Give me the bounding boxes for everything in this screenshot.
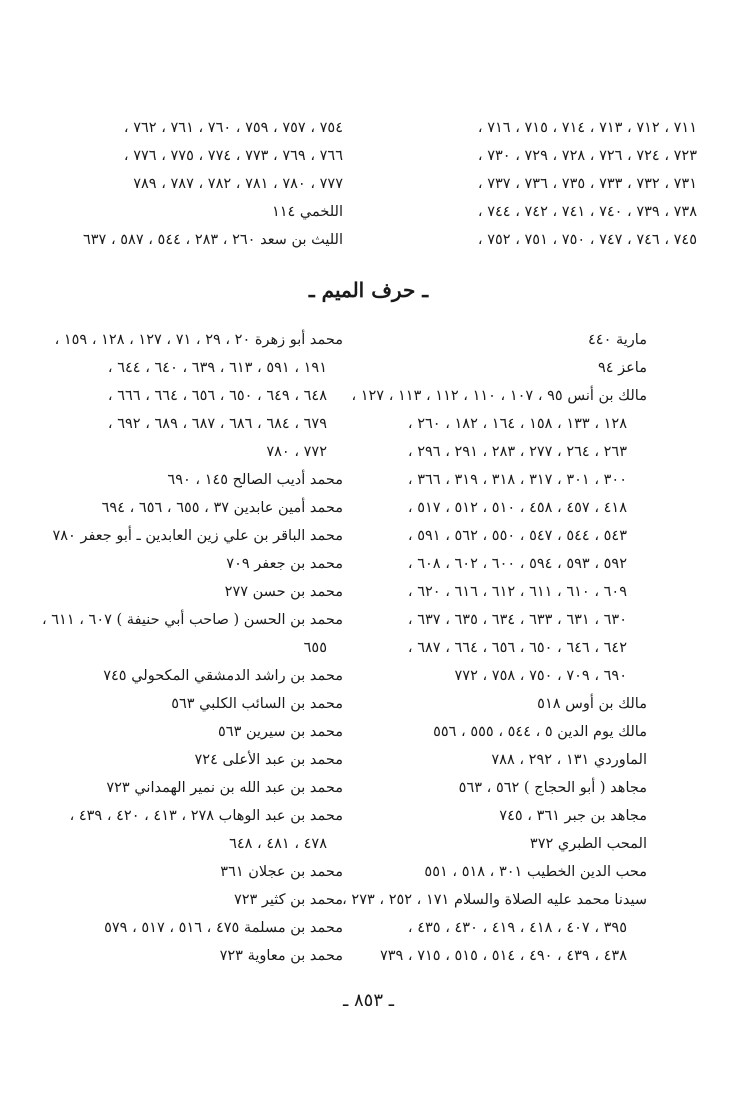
index-entry: مالك بن أوس ٥١٨ (537, 696, 647, 712)
index-entry: المحب الطبري ٣٧٢ (529, 836, 647, 852)
index-entry: محمد أمين عابدين ٣٧ ، ٦٥٥ ، ٦٥٦ ، ٦٩٤ (101, 500, 343, 516)
index-entry: مجاهد ( أبو الحجاج ) ٥٦٢ ، ٥٦٣ (458, 780, 647, 796)
index-line: ٧٣١ ، ٧٣٢ ، ٧٣٣ ، ٧٣٥ ، ٧٣٦ ، ٧٣٧ ، (477, 176, 697, 192)
index-line: ٧٥٤ ، ٧٥٧ ، ٧٥٩ ، ٧٦٠ ، ٧٦١ ، ٧٦٢ ، (123, 120, 343, 136)
index-line: ١٢٨ ، ١٣٣ ، ١٥٨ ، ١٦٤ ، ١٨٢ ، ٢٦٠ ، (407, 416, 627, 432)
index-entry: محمد بن الحسن ( صاحب أبي حنيفة ) ٦٠٧ ، ٦١١ ، (41, 612, 343, 628)
index-line: ٦٥٥ (303, 640, 327, 656)
index-entry: اللخمي ١١٤ (271, 204, 343, 220)
index-line: ٤٧٨ ، ٤٨١ ، ٦٤٨ (229, 836, 327, 852)
index-entry: مارية ٤٤٠ (588, 332, 647, 348)
index-entry: محمد بن مسلمة ٤٧٥ ، ٥١٦ ، ٥١٧ ، ٥٧٩ (104, 920, 343, 936)
index-line: ٦٤٨ ، ٦٤٩ ، ٦٥٠ ، ٦٥٦ ، ٦٦٤ ، ٦٦٦ ، (107, 388, 327, 404)
index-line: ٧٦٦ ، ٧٦٩ ، ٧٧٣ ، ٧٧٤ ، ٧٧٥ ، ٧٧٦ ، (123, 148, 343, 164)
index-entry: مالك يوم الدين ٥ ، ٥٤٤ ، ٥٥٥ ، ٥٥٦ (433, 724, 647, 740)
index-entry: محمد أديب الصالح ١٤٥ ، ٦٩٠ (167, 472, 343, 488)
index-line: ٥٤٣ ، ٥٤٤ ، ٥٤٧ ، ٥٥٠ ، ٥٦٢ ، ٥٩١ ، (407, 528, 627, 544)
index-line: ٣٠٠ ، ٣٠١ ، ٣١٧ ، ٣١٨ ، ٣١٩ ، ٣٦٦ ، (407, 472, 627, 488)
index-line: ٧٧٢ ، ٧٨٠ (266, 444, 327, 460)
index-entry: محمد بن سيرين ٥٦٣ (218, 724, 343, 740)
index-entry: محمد بن حسن ٢٧٧ (224, 584, 343, 600)
page-number: ـ ٨٥٣ ـ (342, 990, 394, 1011)
index-entry: مالك بن أنس ٩٥ ، ١٠٧ ، ١١٠ ، ١١٢ ، ١١٣ ، ١٢٧ ، (351, 388, 647, 404)
index-entry: محب الدين الخطيب ٣٠١ ، ٥١٨ ، ٥٥١ (424, 864, 647, 880)
index-line: ٤١٨ ، ٤٥٧ ، ٤٥٨ ، ٥١٠ ، ٥١٢ ، ٥١٧ ، (407, 500, 627, 516)
index-entry: محمد أبو زهرة ٢٠ ، ٢٩ ، ٧١ ، ١٢٧ ، ١٢٨ ، ١٥٩ ، (54, 332, 343, 348)
index-line: ٥٩٢ ، ٥٩٣ ، ٥٩٤ ، ٦٠٠ ، ٦٠٢ ، ٦٠٨ ، (407, 556, 627, 572)
index-line: ٦٣٠ ، ٦٣١ ، ٦٣٣ ، ٦٣٤ ، ٦٣٥ ، ٦٣٧ ، (407, 612, 627, 628)
index-entry: محمد بن عجلان ٣٦١ (220, 864, 343, 880)
index-line: ٢٦٣ ، ٢٦٤ ، ٢٧٧ ، ٢٨٣ ، ٢٩١ ، ٢٩٦ ، (407, 444, 627, 460)
index-entry: محمد بن السائب الكلبي ٥٦٣ (171, 696, 343, 712)
index-line: ٧٤٥ ، ٧٤٦ ، ٧٤٧ ، ٧٥٠ ، ٧٥١ ، ٧٥٢ ، (477, 232, 697, 248)
index-entry: محمد الباقر بن علي زين العابدين ـ أبو جعفر ٧٨٠ (52, 528, 343, 544)
index-entry: محمد بن جعفر ٧٠٩ (226, 556, 343, 572)
index-entry: محمد بن عبد الوهاب ٢٧٨ ، ٤١٣ ، ٤٢٠ ، ٤٣٩ ، (69, 808, 343, 824)
index-entry: ماعز ٩٤ (597, 360, 647, 376)
index-line: ٦٠٩ ، ٦١٠ ، ٦١١ ، ٦١٢ ، ٦١٦ ، ٦٢٠ ، (407, 584, 627, 600)
index-line: ٦٧٩ ، ٦٨٤ ، ٦٨٦ ، ٦٨٧ ، ٦٨٩ ، ٦٩٢ ، (107, 416, 327, 432)
index-line: ٦٩٠ ، ٧٠٩ ، ٧٥٠ ، ٧٥٨ ، ٧٧٢ (454, 668, 627, 684)
index-line: ١٩١ ، ٥٩١ ، ٦١٣ ، ٦٣٩ ، ٦٤٠ ، ٦٤٤ ، (107, 360, 327, 376)
index-entry: محمد بن راشد الدمشقي المكحولي ٧٤٥ (103, 668, 343, 684)
index-line: ٣٩٥ ، ٤٠٧ ، ٤١٨ ، ٤١٩ ، ٤٣٠ ، ٤٣٥ ، (407, 920, 627, 936)
index-line: ٧٢٣ ، ٧٢٤ ، ٧٢٦ ، ٧٢٨ ، ٧٢٩ ، ٧٣٠ ، (477, 148, 697, 164)
index-entry: محمد بن عبد الله بن نمير الهمداني ٧٢٣ (106, 780, 343, 796)
index-line: ٧٧٧ ، ٧٨٠ ، ٧٨١ ، ٧٨٢ ، ٧٨٧ ، ٧٨٩ (133, 176, 343, 192)
index-entry: محمد بن كثير ٧٢٣ (233, 892, 343, 908)
index-entry: الليث بن سعد ٢٦٠ ، ٢٨٣ ، ٥٤٤ ، ٥٨٧ ، ٦٣٧ (82, 232, 343, 248)
index-entry: محمد بن عبد الأعلى ٧٢٤ (194, 752, 343, 768)
index-entry: الماوردي ١٣١ ، ٢٩٢ ، ٧٨٨ (491, 752, 647, 768)
index-entry: محمد بن معاوية ٧٢٣ (219, 948, 343, 964)
index-line: ٧١١ ، ٧١٢ ، ٧١٣ ، ٧١٤ ، ٧١٥ ، ٧١٦ ، (477, 120, 697, 136)
index-line: ٦٤٢ ، ٦٤٦ ، ٦٥٠ ، ٦٥٦ ، ٦٦٤ ، ٦٨٧ ، (407, 640, 627, 656)
index-line: ٤٣٨ ، ٤٣٩ ، ٤٩٠ ، ٥١٤ ، ٥١٥ ، ٧١٥ ، ٧٣٩ (379, 948, 627, 964)
index-entry: مجاهد بن جبر ٣٦١ ، ٧٤٥ (499, 808, 647, 824)
index-line: ٧٣٨ ، ٧٣٩ ، ٧٤٠ ، ٧٤١ ، ٧٤٢ ، ٧٤٤ ، (477, 204, 697, 220)
index-entry: سيدنا محمد عليه الصلاة والسلام ١٧١ ، ٢٥٢ ، ٢٧٣ ، (342, 892, 647, 908)
section-heading: ـ حرف الميم ـ (308, 278, 429, 302)
